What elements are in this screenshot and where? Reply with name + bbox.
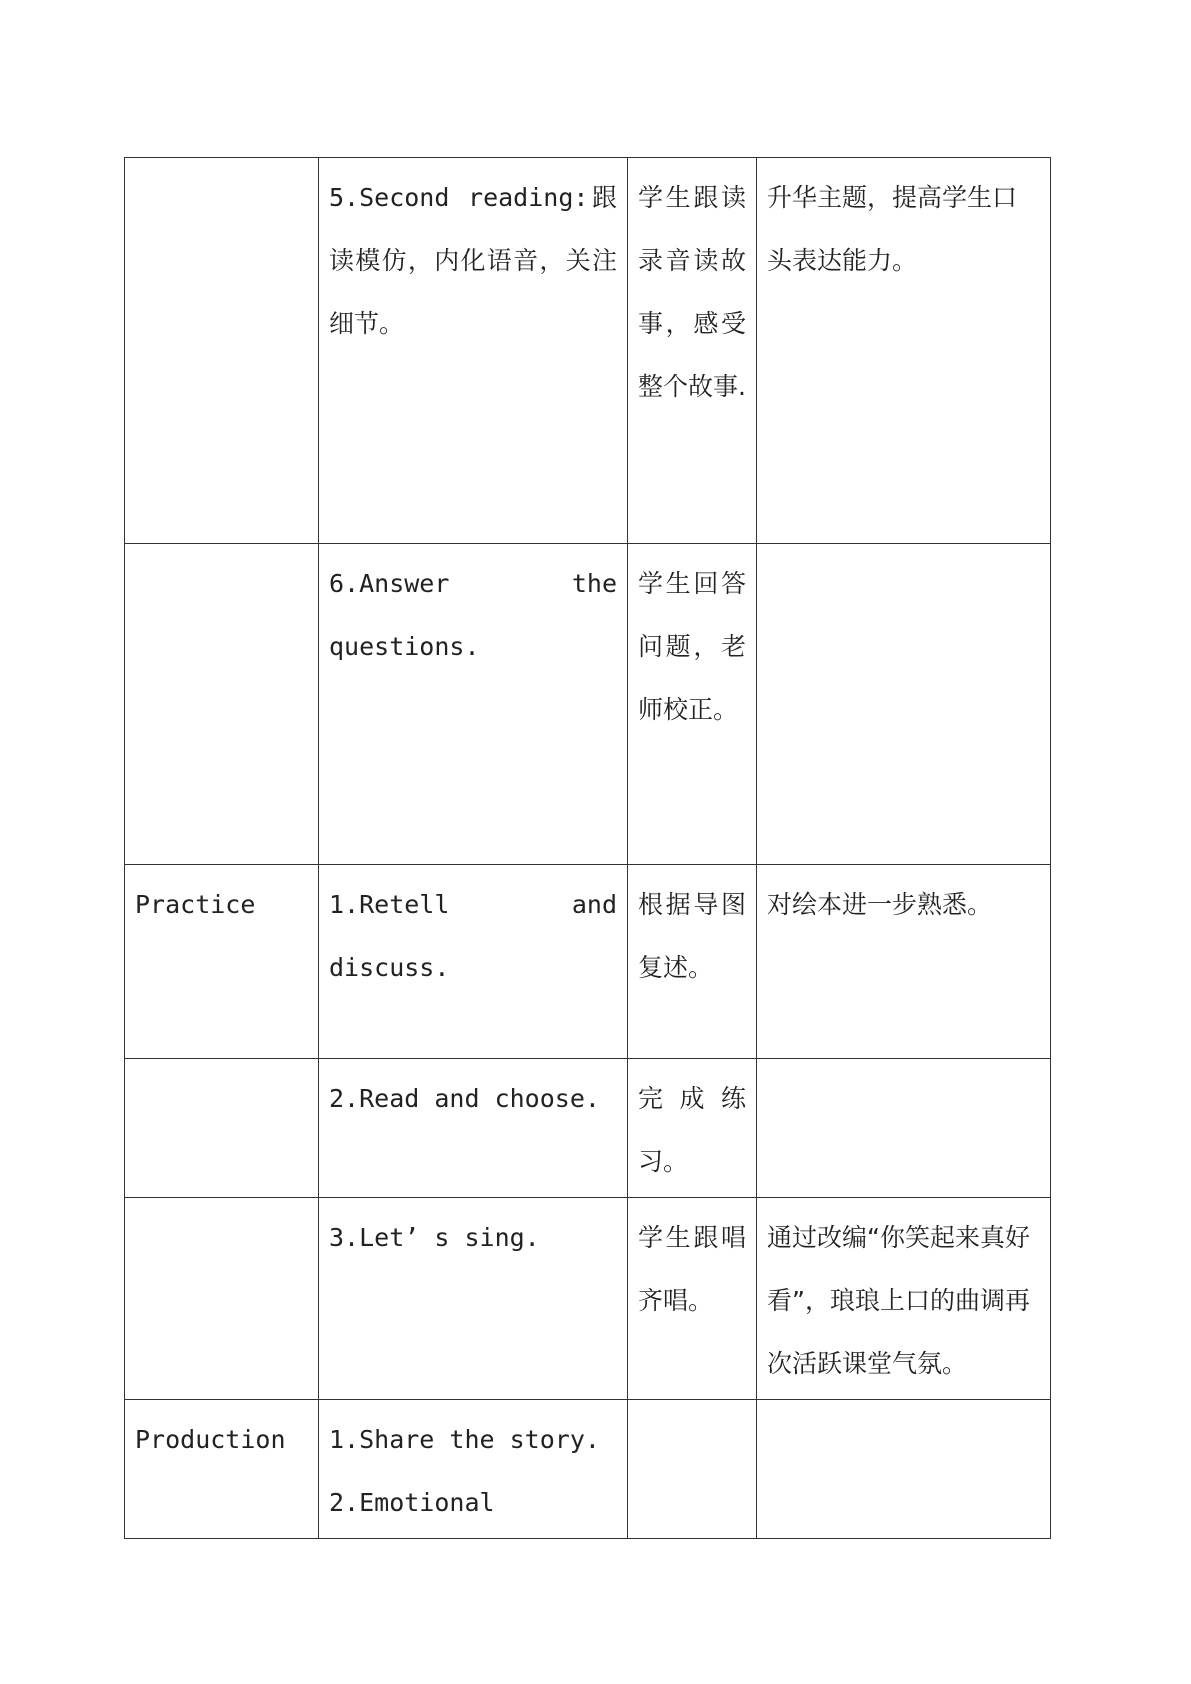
stage-cell bbox=[125, 1198, 319, 1400]
step-cell bbox=[319, 1400, 628, 1539]
activity-cell: 学生跟唱齐唱。 bbox=[628, 1198, 757, 1400]
step-line: 1.Share the story. bbox=[329, 1425, 600, 1454]
purpose-cell bbox=[757, 544, 1051, 865]
stage-cell: Practice bbox=[125, 865, 319, 1059]
purpose-cell: 升华主题，提高学生口头表达能力。 bbox=[757, 158, 1051, 544]
step-line: 2.Emotional bbox=[329, 1488, 495, 1517]
table-row bbox=[125, 1059, 1051, 1198]
step-cell: 5.Second reading:跟读模仿，内化语音，关注细节。 bbox=[319, 158, 628, 544]
table-row bbox=[125, 158, 1051, 544]
activity-cell bbox=[628, 1400, 757, 1539]
purpose-cell bbox=[757, 1059, 1051, 1198]
activity-cell: 完成练习。 bbox=[628, 1059, 757, 1198]
activity-cell: 学生跟读录音读故事，感受整个故事. bbox=[628, 158, 757, 544]
stage-cell: Production bbox=[125, 1400, 319, 1539]
purpose-cell: 通过改编“你笑起来真好看”，琅琅上口的曲调再次活跃课堂气氛。 bbox=[757, 1198, 1051, 1400]
step-cell: 3.Let’ s sing. bbox=[319, 1198, 628, 1400]
purpose-cell bbox=[757, 1400, 1051, 1539]
step-cell: 1.Retell and discuss. bbox=[319, 865, 628, 1059]
purpose-cell: 对绘本进一步熟悉。 bbox=[757, 865, 1051, 1059]
step-cell: 6.Answer the questions. bbox=[319, 544, 628, 865]
stage-cell bbox=[125, 158, 319, 544]
stage-cell bbox=[125, 1059, 319, 1198]
table-row bbox=[125, 1400, 1051, 1539]
lesson-plan-table bbox=[124, 157, 1051, 1539]
activity-cell: 根据导图复述。 bbox=[628, 865, 757, 1059]
stage-cell bbox=[125, 544, 319, 865]
activity-cell: 学生回答问题，老师校正。 bbox=[628, 544, 757, 865]
table-row bbox=[125, 544, 1051, 865]
table-row bbox=[125, 1198, 1051, 1400]
table-row bbox=[125, 865, 1051, 1059]
step-cell: 2.Read and choose. bbox=[319, 1059, 628, 1198]
